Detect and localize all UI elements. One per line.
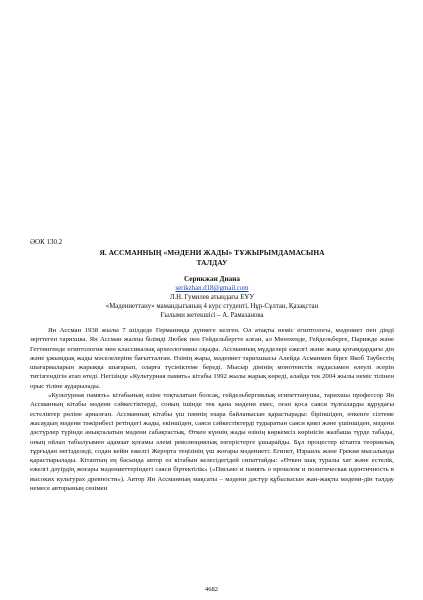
top-blank-area <box>30 0 394 238</box>
author-university: Л.Н. Гумилев атындағы ЕҰУ <box>169 294 255 301</box>
body-paragraph-2: «Культурная память» кітабының өзіне тоқталатын болсақ, гейдельбергиялық египеттанушы, тарихшы профессор Ян Ассманның кітабы мәдени сәйкестіктерді, соның ішінде тек қана мәдени емес, оған қоса саяси тұлғаларды құрудағы естеліктер рөліне арналған. Ассманның кітабы үш пәннің өзара байланысын қарастырады: біріншіден, өткенге сілтеме жасаудың мәдени тәжірибесі ретіндегі жады, екіншіден, саяси сәйкестіктерді тудыратын саяси қиял және үшіншіден, мәдени дәстүрлер түрінде анықталатын мәдени сабақтастық. Өткен күннің жады өзінің көркемсіз көрінісін жазбаша түрде табады, оның ойлап табылуымен адамзат қоғамы әлемі революциялық өзгерістерге ұшырайды. Бұл процестер кітапта теориялық тұрғыдан негізделеді, содан кейін ежелгі Жерорта теңізінің үш жоғары мәдениеті: Египет, Израиль және Грекия мысалында қарастырылады. Кітаптың ең басында автор өз кітабын келесідегідей сипаттайды: «Өткен шақ туралы хат және естелік, ежелгі дәуірдің жоғары мәдениеттеріндегі саяси біртектілік» («Письмо и память о прошлом и политическая идентичность в высоких культурах древности»). Автор Ян Ассманның мақсаты – мәдени дәстүр құбылысын жан-жақты мәдени-дін талдау немесе авторының сөзімен <box>30 392 394 493</box>
article-title <box>30 248 394 267</box>
author-supervisor: Ғылыми жетекшісі – А. Рамазанова <box>160 312 264 319</box>
udc-code: ӘОК 130.2 <box>30 238 63 246</box>
title-line-1: Я. АССМАННЫҢ «МӘДЕНИ ЖАДЫ» ТҰЖЫРЫМДАМАСЫНА <box>99 248 325 257</box>
title-line-2: ТАЛДАУ <box>196 257 228 267</box>
author-email-link[interactable]: serikzhan.d18@gmail.com <box>175 285 249 292</box>
body-paragraph-1: Ян Ассман 1938 жылы 7 шілдеде Германияда дүниеге келген. Ол атақты неміс египтологы, мәдениет пен дінді зерттеген тарихшы. Ян Ассман жалпы білімді Любек пен Гейдельбергте алған, ал Мюнхенде, Гейдельберге, Парижде және Геттингенде египтология мен классикалық археологияны оқыды. Ассманның мүдделері ежелгі және жаңа қоғамдардағы дін және ұжымдық жады мәселелеріне бағытталған. Өзінің жары, мәдениет тарихшысы Алейда Асманмен бірге Якоб Таубестің шығармаларын жарыққа шығарып, оларға түсініктеме береді. Мысыр дінінің монотеистік нұдасымен өлеулі әсерін тигізгендігін атап өтеді. Негізінде «Культурная память» кітабы 1992 жылы жарық көреді, алайда тек 2004 жылы неміс тілінен орыс тіліне аударылады. <box>30 327 394 390</box>
page-number: 4682 <box>205 586 218 593</box>
author-name: Серикжан Диана <box>184 275 240 283</box>
author-student-info: «Мәдениеттану» мамандығының 4 курс студенті, Нұр-Сұлтан, Қазақстан <box>105 303 319 310</box>
article-body <box>30 326 394 493</box>
